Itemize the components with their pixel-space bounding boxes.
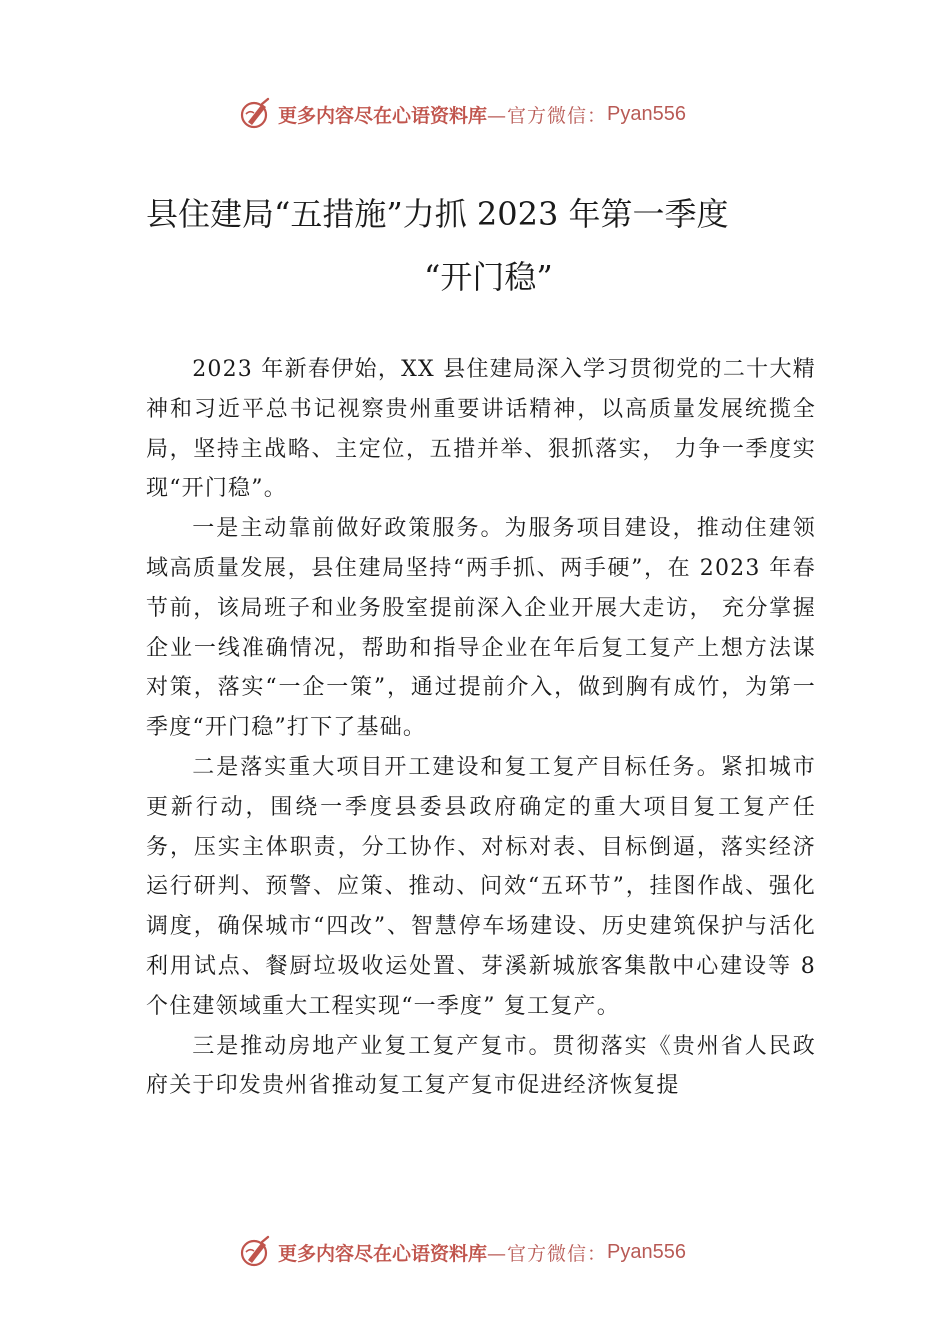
- document-title-line1: 县住建局“五措施”力抓 2023 年第一季度: [146, 195, 729, 233]
- document-body: [146, 350, 816, 1106]
- banner-main-text: 更多内容尽在心语资料库: [278, 104, 488, 127]
- pen-seal-icon: [238, 96, 274, 132]
- footer-banner: [238, 1232, 686, 1272]
- paragraph-measure-3: 三是推动房地产业复工复产复市。贯彻落实《贵州省人民政府关于印发贵州省推动复工复产复市促进经济恢复提: [146, 1033, 816, 1099]
- banner-main-text: 更多内容尽在心语资料库: [278, 1242, 488, 1265]
- banner-rest-text: —官方微信：: [487, 104, 608, 127]
- banner-wechat-id: Pyan556: [607, 1240, 686, 1263]
- paragraph-measure-2: 二是落实重大项目开工建设和复工复产目标任务。紧扣城市更新行动，围绕一季度县委县政府确定的重大项目复工复产任务，压实主体职责，分工协作、对标对表、目标倒逼，落实经济运行研判、预警、应策、推动、问效“五环节”，挂图作战、强化调度，确保城市“四改”、智慧停车场建设、历史建筑保护与活化利用试点、餐厨垃圾收运处置、芽溪新城旅客集散中心建设等 8 个住建领域重大工程实现“一季度” 复工复产。: [146, 754, 816, 1019]
- banner-wechat-id: Pyan556: [607, 102, 686, 125]
- header-banner: [238, 94, 686, 134]
- pen-seal-icon: [238, 1234, 274, 1270]
- paragraph-measure-1: 一是主动靠前做好政策服务。为服务项目建设，推动住建领域高质量发展，县住建局坚持“两手抓、两手硬”，在 2023 年春节前，该局班子和业务股室提前深入企业开展大走访， 充分掌握企业一线准确情况，帮助和指导企业在年后复工复产上想方法谋对策，落实“一企一策”，通过提前介入，做到胸有成竹，为第一季度“开门稳”打下了基础。: [146, 516, 816, 741]
- document-title-line2: “开门稳”: [424, 258, 553, 296]
- banner-rest-text: —官方微信：: [487, 1242, 608, 1265]
- paragraph-intro: 2023 年新春伊始，XX 县住建局深入学习贯彻党的二十大精神和习近平总书记视察贵州重要讲话精神，以高质量发展统揽全局，坚持主战略、主定位，五措并举、狠抓落实， 力争一季度实现“开门稳”。: [146, 357, 816, 502]
